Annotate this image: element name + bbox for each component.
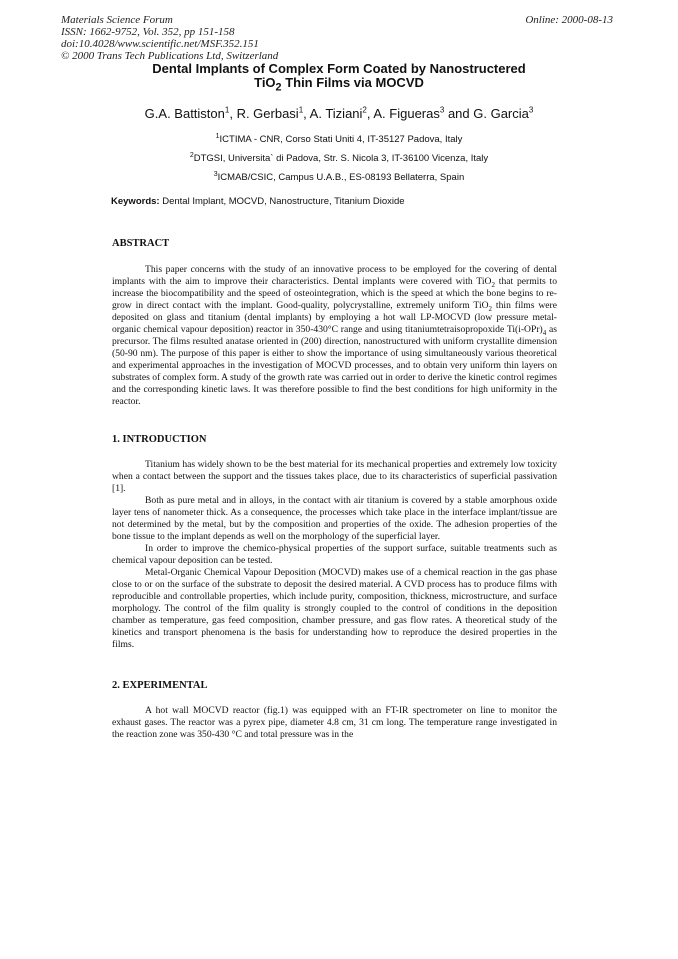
journal-header: [61, 14, 617, 62]
keywords-label: Keywords:: [111, 196, 160, 207]
affiliation-list: [0, 129, 678, 186]
experimental-paragraph: A hot wall MOCVD reactor (fig.1) was equipped with an FT-IR spectrometer on line to monitor the exhaust gases. The reactor was a pyrex pipe, diameter 4.8 cm, 31 cm long. The temperature range investigated in the reaction zone was 350-430 °C and total pressure was in the: [112, 705, 557, 740]
title-line-2: TiO$_2$ Thin Films via MOCVD: [254, 75, 424, 94]
abstract-body: [112, 264, 557, 408]
author: A. Tiziani$^2$,: [309, 106, 374, 122]
introduction-paragraph: Both as pure metal and in alloys, in the contact with air titanium is covered by a stable amorphous oxide layer tens of nanometer thick. As a consequence, the processes which take place in the interface implant/tissue are not determined by the metal, but by the composition and properties of the oxide. The adhesion properties of the bone tissue to the implant depends as well on the morphology of the superficial layer.: [112, 495, 557, 542]
author: R. Gerbasi$^1$,: [236, 106, 310, 122]
doi-line: doi:10.4028/www.scientific.net/MSF.352.151: [61, 38, 259, 50]
abstract-paragraph: This paper concerns with the study of an innovative process to be employed for the covering of dental implants with the aim to improve their characteristics. Dental implants were covered with TiO$_2$ that permits to increase the biocompatibility and the speed of osteointegration, which is the speed at which the bone begins to re-grow in direct contact with the implant. Good-quality, polycrystalline, extremely uniform TiO$_2$ thin films were deposited on glass and titanium (dental implants) by employing a hot wall LP-MOCVD (low pressure metal-organic chemical vapour deposition) reactor in 350-430°C range and using titaniumtetraisopropoxide $Ti(i-OPr)_4$ as precursor. The films resulted anatase oriented in (200) direction, nanostructured with uniform crystallite dimension (50-90 nm). The purpose of this paper is either to show the importance of using simultaneously various theoretical and experimental approaches in the investigation of MOCVD processes, and to obtain very uniform thin layers on substrates of complex form. A study of the growth rate was carried out in order to derive the kinetic control regimes and the corresponding kinetic laws. It was therefore possible to find the best conditions for high uniformity in the reactor.: [112, 264, 558, 407]
keywords: [111, 196, 591, 207]
keywords-text: Dental Implant, MOCVD, Nanostructure, Titanium Dioxide: [159, 196, 405, 207]
author: A. Figueras$^3$ and: [373, 106, 474, 122]
author: G. Garcia$^3$: [473, 106, 534, 122]
affiliation: $^2$DTGSI, Universita` di Padova, Str. S. Nicola 3, IT-36100 Vicenza, Italy: [189, 152, 489, 165]
introduction-paragraph: In order to improve the chemico-physical properties of the support surface, suitable treatments such as chemical vapour deposition can be tested.: [112, 543, 557, 566]
author: G.A. Battiston$^1$,: [144, 106, 237, 122]
introduction-paragraph: Titanium has widely shown to be the best material for its mechanical properties and extremely low toxicity when a contact between the support and the tissues takes place, due to its characteristics of superficial passivation [1].: [112, 459, 557, 494]
abstract-heading: ABSTRACT: [112, 238, 170, 249]
online-date: Online: 2000-08-13: [525, 14, 613, 26]
experimental-heading: 2. EXPERIMENTAL: [112, 680, 208, 691]
copyright-line: © 2000 Trans Tech Publications Ltd, Switzerland: [61, 50, 279, 62]
author-list: [0, 106, 678, 121]
journal-name: Materials Science Forum: [61, 14, 173, 26]
introduction-paragraph: Metal-Organic Chemical Vapour Deposition (MOCVD) makes use of a chemical reaction in the gas phase close to or on the surface of the substrate to deposit the desired material. A CVD process has to produce films with reproducible and controllable properties, which include purity, composition, thickness, microstructure, and surface morphology. The control of the film quality is strongly coupled to the control of conditions in the deposition chamber as temperature, gas feed composition, chamber pressure, and gas flow rates. A theoretical study of the kinetics and transport phenomena is the basis for understanding how to reproduce the desired properties in the films.: [112, 567, 557, 650]
affiliation: $^1$ICTIMA - CNR, Corso Stati Uniti 4, IT-35127 Padova, Italy: [215, 133, 463, 146]
paper-title: [0, 62, 678, 95]
title-line-1: Dental Implants of Complex Form Coated by Nanostructered: [152, 61, 526, 76]
issn-line: ISSN: 1662-9752, Vol. 352, pp 151-158: [61, 26, 235, 38]
introduction-body: [112, 459, 557, 651]
introduction-heading: 1. INTRODUCTION: [112, 434, 207, 445]
experimental-body: [112, 705, 557, 741]
affiliation: $^3$ICMAB/CSIC, Campus U.A.B., ES-08193 Bellaterra, Spain: [213, 171, 465, 184]
